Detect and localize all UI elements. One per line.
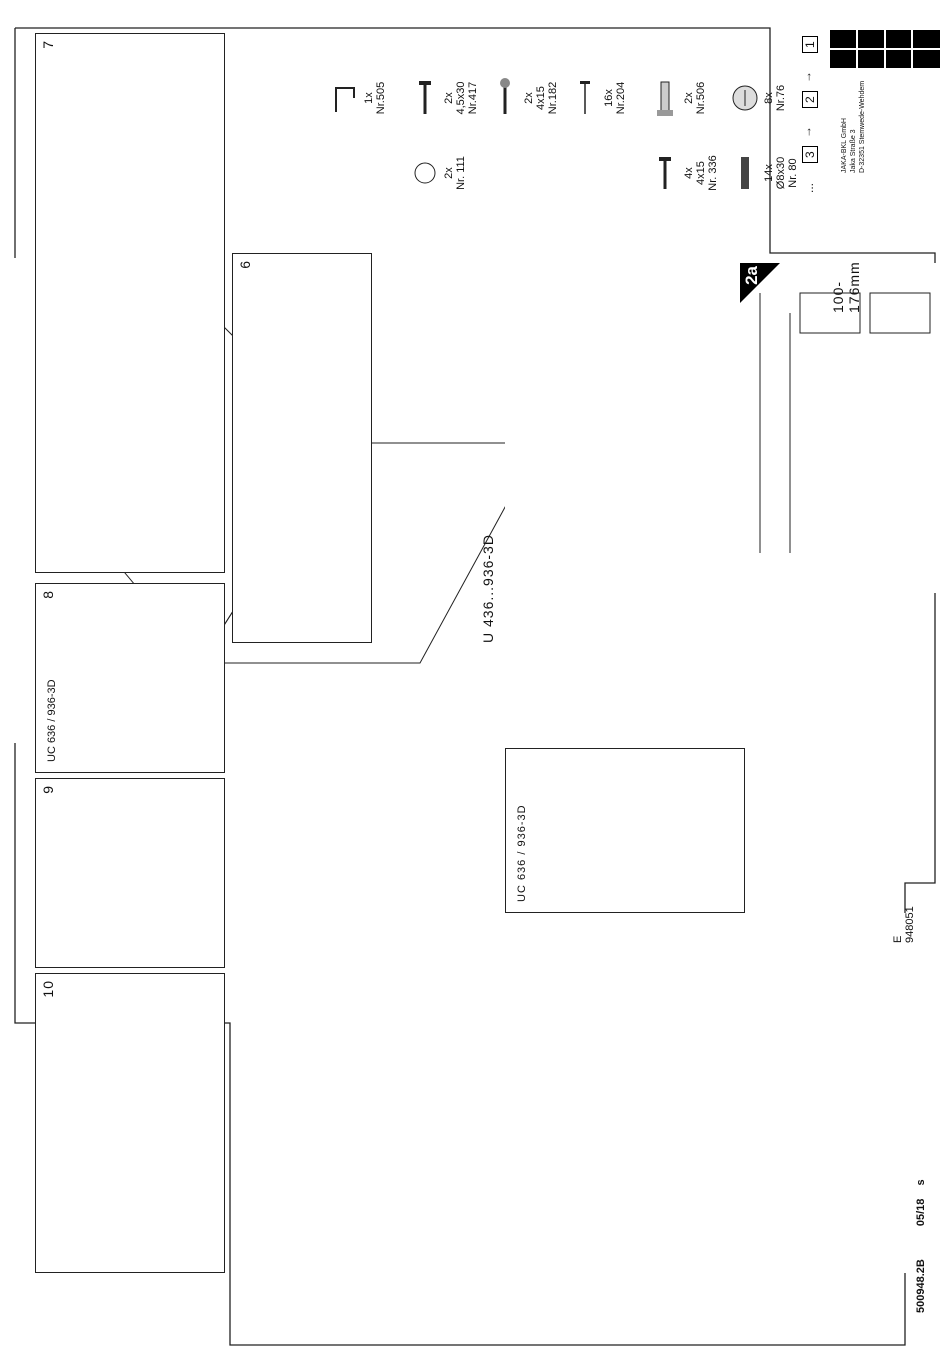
knob-icon	[410, 153, 440, 193]
step-3-panel-uc636	[505, 748, 745, 913]
arrow-icon: →	[800, 71, 814, 83]
bracket-icon	[330, 78, 360, 118]
document-code: 500948.2B	[915, 1259, 927, 1313]
part-item: 2x 4,5x30 Nr.417	[410, 53, 480, 143]
document-date: 05/18	[915, 1198, 927, 1227]
height-range: 100-176mm	[830, 261, 862, 313]
part-item: 4x 4x15 Nr. 336	[650, 143, 720, 203]
dowel-icon	[730, 153, 760, 193]
model-title: UC 636 / 936-3D	[46, 679, 58, 762]
cam-lock-icon	[730, 78, 760, 118]
part-item: 1x Nr.505	[330, 53, 400, 143]
opti-fit-logo	[830, 30, 940, 68]
screw-icon	[490, 78, 520, 118]
address-line: Jaka Straße 3	[850, 129, 857, 173]
address-line: JAKA-BKL GmbH	[841, 118, 848, 173]
part-item: 14x Ø8x30 Nr. 80	[730, 143, 800, 203]
part-item: 16x Nr.204	[570, 53, 640, 143]
company-address	[840, 81, 867, 173]
page-side: s	[915, 1179, 927, 1186]
step-number: 7	[40, 40, 56, 49]
step-6-panel	[232, 253, 372, 643]
step-number: 9	[40, 785, 56, 794]
step-2a-panel	[740, 263, 950, 593]
part-item: 2x Nr. 111	[410, 143, 480, 203]
part-item: 2x Nr.506	[650, 53, 720, 143]
address-line: D-32351 Stemwede-Wehdem	[859, 80, 866, 173]
connector-bolt-icon	[650, 78, 680, 118]
sequence-step: 1	[802, 36, 818, 53]
warning-text-panel	[232, 906, 932, 1273]
arrow-icon: →	[800, 126, 814, 138]
step-badge: 2a	[740, 263, 780, 303]
nail-icon	[570, 78, 600, 118]
brand-block	[830, 28, 940, 233]
footer	[915, 1013, 935, 1313]
sequence-step: 2	[802, 91, 818, 108]
step-10-panel	[35, 973, 225, 1273]
ellipsis: ...	[802, 182, 816, 193]
adjustable-foot-drawing	[740, 263, 950, 593]
step-9-panel	[35, 778, 225, 968]
step-7-panel	[35, 33, 225, 573]
sequence-step: 3	[802, 146, 818, 163]
part-item: 8x Nr.76	[730, 53, 800, 143]
part-item: 2x 4x15 Nr.182	[490, 53, 560, 143]
screw-icon	[650, 153, 680, 193]
step-number: 10	[40, 980, 56, 998]
screw-icon	[410, 78, 440, 118]
step-number: 6	[237, 260, 253, 269]
model-title: U 436...936-3D	[480, 534, 496, 643]
model-title: UC 636 / 936-3D	[516, 804, 528, 902]
step-8-panel	[35, 583, 225, 773]
step-number: 8	[40, 590, 56, 599]
warning-code: E 948051	[892, 906, 916, 943]
